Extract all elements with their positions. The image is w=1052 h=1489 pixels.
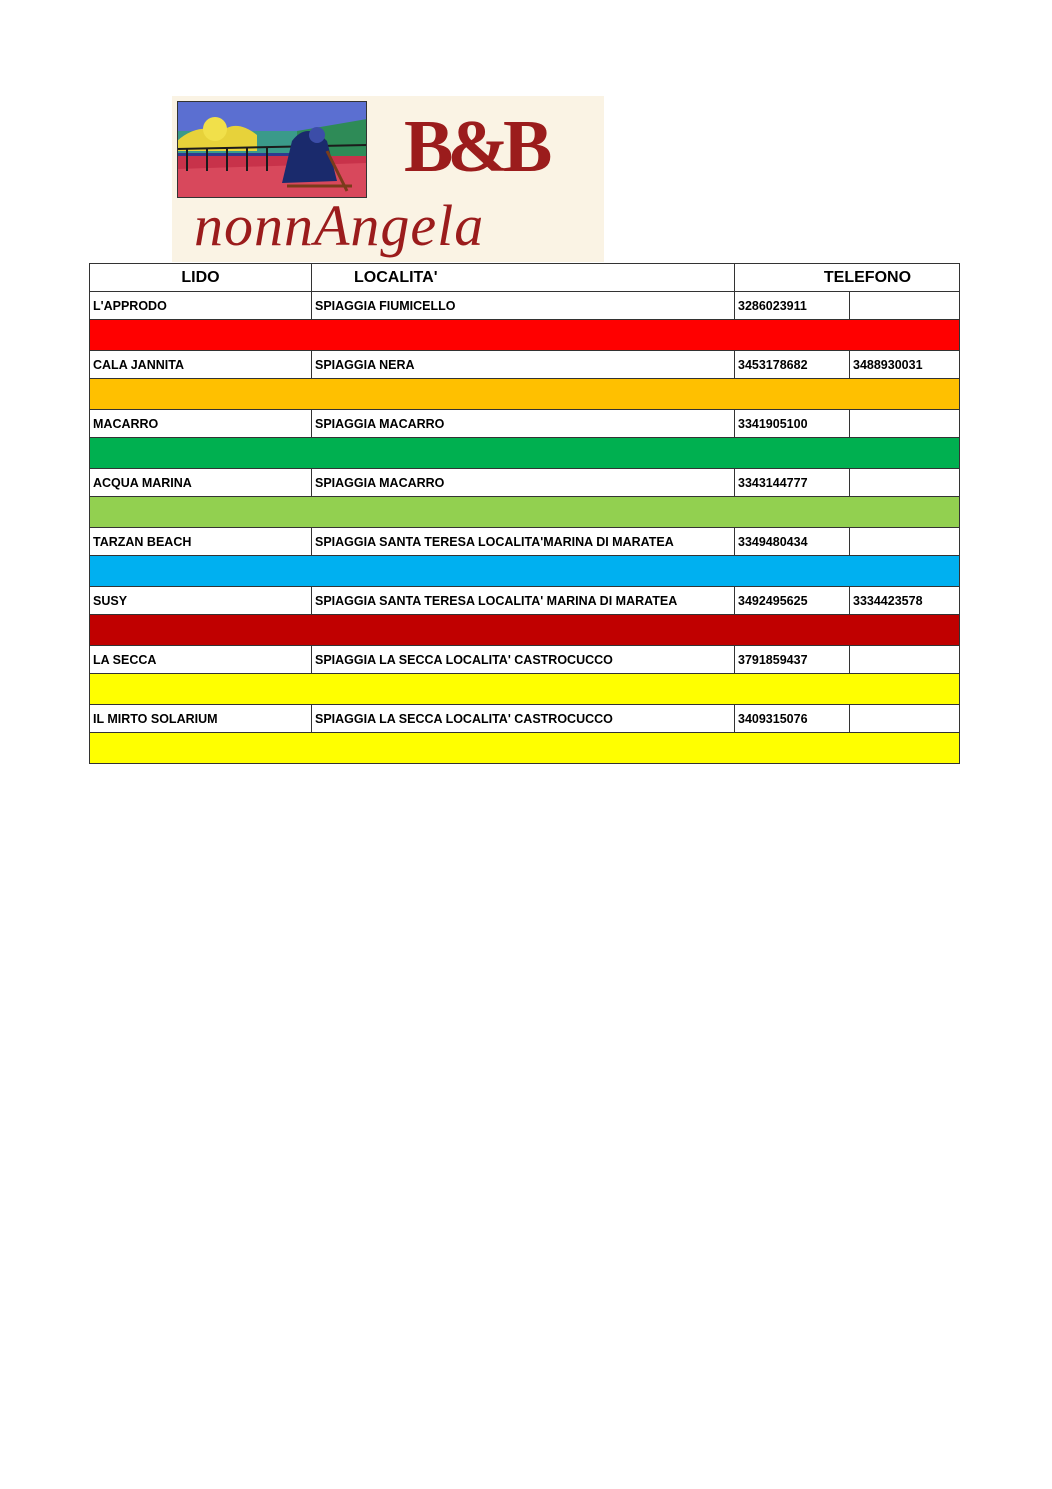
logo-name: nonnAngela <box>194 193 485 258</box>
color-band <box>90 733 960 764</box>
cell-lido: CALA JANNITA <box>90 351 312 379</box>
color-band <box>90 438 960 469</box>
cell-telefono-2 <box>850 410 960 438</box>
cell-telefono-2 <box>850 646 960 674</box>
table-body <box>90 292 960 764</box>
cell-lido: TARZAN BEACH <box>90 528 312 556</box>
cell-telefono-2 <box>850 469 960 497</box>
cell-localita: SPIAGGIA SANTA TERESA LOCALITA' MARINA DI MARATEA <box>312 587 735 615</box>
table-row <box>90 646 960 674</box>
header-localita: LOCALITA' <box>312 264 735 292</box>
table-row <box>90 587 960 615</box>
cell-telefono-1: 3453178682 <box>735 351 850 379</box>
cell-lido: ACQUA MARINA <box>90 469 312 497</box>
cell-localita: SPIAGGIA LA SECCA LOCALITA' CASTROCUCCO <box>312 646 735 674</box>
header-telefono: TELEFONO <box>735 264 960 292</box>
cell-telefono-2: 3334423578 <box>850 587 960 615</box>
color-band <box>90 556 960 587</box>
color-band <box>90 497 960 528</box>
color-band-row <box>90 497 960 528</box>
cell-telefono-2 <box>850 528 960 556</box>
cell-lido: LA SECCA <box>90 646 312 674</box>
table-row <box>90 351 960 379</box>
table-row <box>90 410 960 438</box>
cell-telefono-1: 3349480434 <box>735 528 850 556</box>
cell-localita: SPIAGGIA MACARRO <box>312 469 735 497</box>
beach-table <box>89 263 960 764</box>
cell-telefono-1: 3343144777 <box>735 469 850 497</box>
table-header-row <box>90 264 960 292</box>
cell-telefono-2 <box>850 705 960 733</box>
logo-brand: B&B <box>404 106 547 188</box>
color-band-row <box>90 379 960 410</box>
cell-telefono-1: 3286023911 <box>735 292 850 320</box>
cell-telefono-1: 3409315076 <box>735 705 850 733</box>
cell-localita: SPIAGGIA MACARRO <box>312 410 735 438</box>
cell-telefono-2: 3488930031 <box>850 351 960 379</box>
cell-localita: SPIAGGIA NERA <box>312 351 735 379</box>
color-band-row <box>90 733 960 764</box>
cell-localita: SPIAGGIA SANTA TERESA LOCALITA'MARINA DI MARATEA <box>312 528 735 556</box>
cell-lido: IL MIRTO SOLARIUM <box>90 705 312 733</box>
table-row <box>90 469 960 497</box>
cell-telefono-2 <box>850 292 960 320</box>
cell-lido: MACARRO <box>90 410 312 438</box>
cell-lido: L'APPRODO <box>90 292 312 320</box>
table-row <box>90 528 960 556</box>
color-band-row <box>90 615 960 646</box>
color-band-row <box>90 674 960 705</box>
cell-lido: SUSY <box>90 587 312 615</box>
header-lido: LIDO <box>90 264 312 292</box>
cell-localita: SPIAGGIA LA SECCA LOCALITA' CASTROCUCCO <box>312 705 735 733</box>
cell-telefono-1: 3341905100 <box>735 410 850 438</box>
cell-telefono-1: 3791859437 <box>735 646 850 674</box>
cell-telefono-1: 3492495625 <box>735 587 850 615</box>
painting-illustration <box>177 101 367 198</box>
logo <box>172 96 604 262</box>
table-row <box>90 292 960 320</box>
color-band <box>90 674 960 705</box>
color-band <box>90 379 960 410</box>
color-band-row <box>90 556 960 587</box>
color-band-row <box>90 438 960 469</box>
color-band-row <box>90 320 960 351</box>
table-row <box>90 705 960 733</box>
color-band <box>90 615 960 646</box>
color-band <box>90 320 960 351</box>
cell-localita: SPIAGGIA FIUMICELLO <box>312 292 735 320</box>
